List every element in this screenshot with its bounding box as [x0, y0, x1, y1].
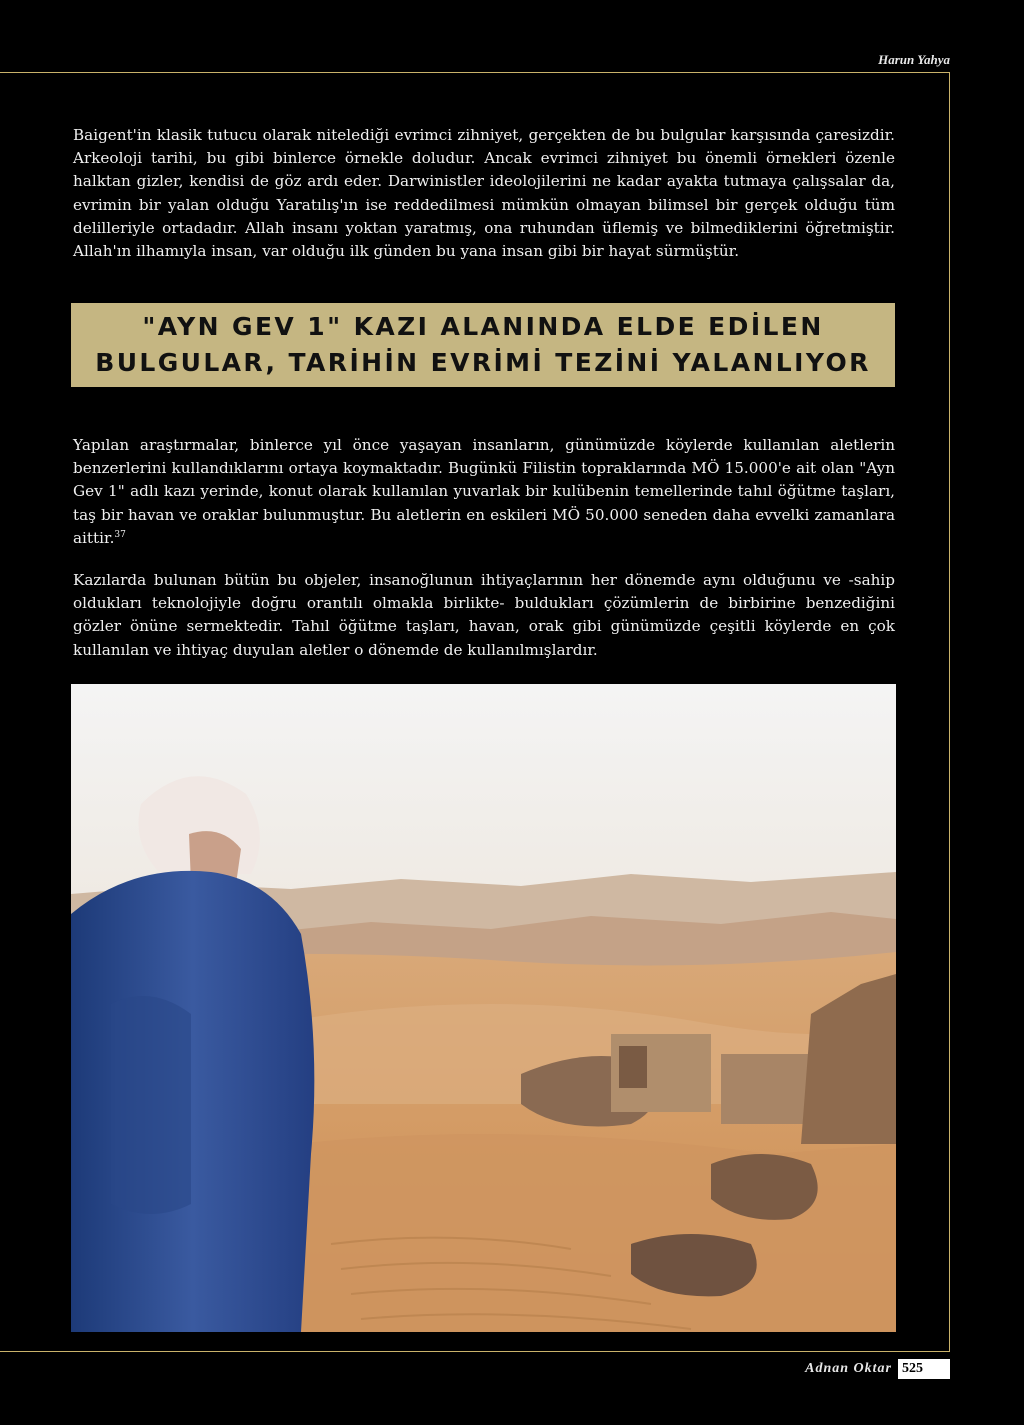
frame-bottom-rule — [0, 1351, 950, 1352]
paragraph-intro: Baigent'in klasik tutucu olarak nitelediği evrimci zihniyet, gerçekten de bu bulgular karşısında çaresizdir. Arkeoloji tarihi, bu gibi binlerce örnekle doludur. Ancak evrimci zihniyet bu önemli örnekleri özenle halktan gizler, kendisi de göz ardı eder. Darwinistler ideolojilerini ne kadar ayakta tutmaya çalışsalar da, evrimin bir yalan olduğu Yaratılış'ın ise reddedilmesi mümkün olmayan bilimsel bir gerçek olduğu tüm delilleriyle ortadadır. Allah insanı yoktan yaratmış, ona ruhundan üflemiş ve bilmediklerini öğretmiştir. Allah'ın ilhamıyla insan, var olduğu ilk günden bu yana insan gibi bir hayat sürmüştür. — [73, 126, 895, 261]
footer-author: Adnan Oktar — [805, 1361, 892, 1376]
frame-top-rule — [0, 72, 950, 73]
section-heading-line-1: "AYN GEV 1" KAZI ALANINDA ELDE EDİLEN — [142, 312, 824, 341]
desert-photo-icon — [71, 684, 896, 1332]
section-heading-banner — [71, 303, 895, 387]
section-heading-line-2: BULGULAR, TARİHİN EVRİMİ TEZİNİ YALANLIYOR — [95, 348, 871, 377]
paragraph-findings: Kazılarda bulunan bütün bu objeler, insanoğlunun ihtiyaçlarının her dönemde aynı olduğunu ve -sahip oldukları teknolojiyle doğru orantılı olmakla birlikte- buldukları çözümlerin de birbirine benzediğini gözler önüne sermektedir. Tahıl öğütme taşları, havan, orak gibi günümüzde çeşitli köylerde en çok kullanılan ve ihtiyaç duyulan aletler o dönemde de kullanılmışlardır. — [73, 571, 895, 659]
frame-right-rule — [949, 72, 950, 1352]
paragraph-research — [73, 434, 895, 550]
header-author: Harun Yahya — [878, 52, 950, 67]
page-number: 525 — [898, 1359, 950, 1379]
paragraph-research-text: Yapılan araştırmalar, binlerce yıl önce yaşayan insanların, günümüzde köylerde kullanılan aletlerin benzerlerini kullandıklarını ortaya koymaktadır. Bugünkü Filistin topraklarında MÖ 15.000'e ait olan "Ayn Gev 1" adlı kazı yerinde, konut olarak kullanılan yuvarlak bir kulübenin temellerinde tahıl öğütme taşları, taş bir havan ve oraklar bulunmuştur. Bu aletlerin en eskileri MÖ 50.000 seneden daha evvelki zamanlara aittir. — [73, 436, 895, 547]
footnote-marker: 37 — [114, 529, 126, 540]
